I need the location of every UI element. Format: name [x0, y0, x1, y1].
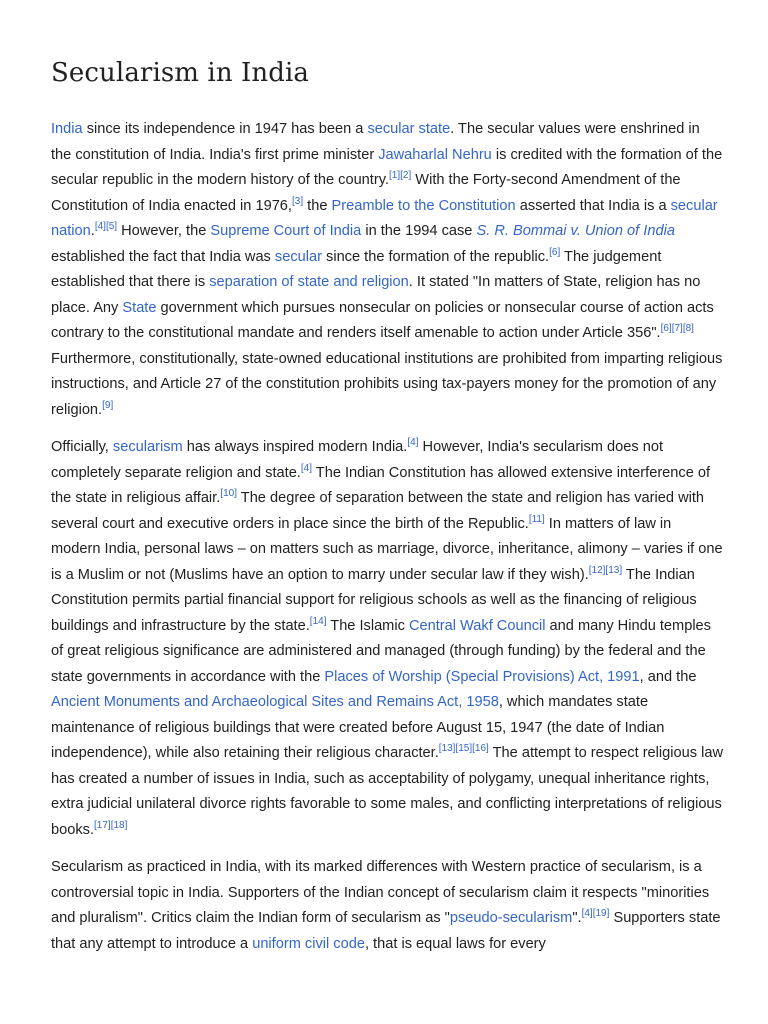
text: In matters of law in modern India, personal laws – on matters such as marriage, divorce, inheritance, alimony – varies if one is a Muslim or not (Muslims have an option to marry under secular law if they wish).: [51, 515, 723, 583]
text: since its independence in 1947 has been a: [82, 121, 368, 137]
citation: [549, 247, 560, 258]
text: The Islamic: [326, 617, 409, 634]
citation: [589, 565, 622, 576]
text: Secularism as practiced in India, with its marked differences with Western practice of secularism, is a controversial topic in India. Supporters of the Indian concept of secularism claim it respects "minorities and pluralism". Critics claim the Indian form of secularism as ": [51, 859, 710, 926]
link-bommai-case[interactable]: S. R. Bommai v. Union of India: [476, 223, 675, 239]
citation-link[interactable]: [19]: [592, 908, 610, 920]
text: The Indian Constitution has allowed extensive interference of the state in religious affair.: [51, 464, 711, 506]
citation-link[interactable]: [4]: [581, 908, 593, 920]
text: and many Hindu temples of great religious significance are administered and managed (through funding) by the federal and the state governments in accordance with the: [51, 617, 711, 685]
text: government which pursues nonsecular on policies or nonsecular course of action acts contrary to the constitutional mandate and renders itself amenable to action under Article 356".: [51, 299, 714, 341]
link-forty-second-amendment[interactable]: Forty-second Amendment of the Constitution of India: [51, 172, 681, 214]
text: established the fact that India was: [51, 248, 275, 265]
text: , which mandates state maintenance of religious buildings that were created before August 15, 1947 (the date of Indian independence), while also retaining their religious character.: [51, 694, 665, 761]
link-places-of-worship-act[interactable]: Places of Worship (Special Provisions) Act, 1991: [324, 668, 640, 685]
link-supreme-court[interactable]: Supreme Court of India: [210, 223, 362, 239]
text: However, the: [117, 223, 211, 239]
citation-link[interactable]: [13]: [605, 564, 623, 576]
text: , and the: [639, 668, 697, 685]
link-secular-nation[interactable]: secular nation: [51, 197, 718, 239]
citation-link[interactable]: [17]: [94, 819, 111, 831]
text: Supporters state that any attempt to introduce a: [51, 910, 721, 952]
citation: [582, 908, 610, 919]
link-uniform-civil-code[interactable]: uniform civil code: [252, 935, 365, 952]
text: Furthermore, constitutionally, state-owned educational institutions are prohibited from imparting religious instructions, and Article 27 of the constitution prohibits using tax-payers money for the promotion of any religion.: [51, 350, 723, 418]
text: in the 1994 case: [361, 223, 477, 239]
citation: [310, 616, 327, 627]
link-state[interactable]: State: [122, 299, 157, 316]
link-secular-state[interactable]: secular state: [367, 121, 451, 137]
link-secularism[interactable]: secularism: [112, 439, 183, 455]
text: ".: [572, 910, 582, 926]
citation-link[interactable]: [10]: [220, 488, 237, 500]
citation-link[interactable]: [4]: [407, 437, 419, 449]
citation: [407, 437, 418, 448]
article-content: [51, 0, 723, 957]
citation-link[interactable]: [6]: [549, 246, 561, 258]
text: , that is equal laws for every: [364, 935, 546, 952]
link-central-wakf-council[interactable]: Central Wakf Council: [408, 617, 546, 634]
paragraph-2: [51, 435, 723, 843]
citation: [94, 820, 127, 831]
citation-link[interactable]: [5]: [105, 221, 118, 233]
text: asserted that India is a: [515, 197, 671, 214]
citation-link[interactable]: [4]: [94, 221, 106, 233]
link-preamble[interactable]: Preamble to the Constitution: [331, 197, 516, 214]
citation-link[interactable]: [3]: [291, 195, 304, 207]
text: . The secular values were enshrined in the constitution of India. India's first prime minister: [51, 121, 700, 163]
text: The Indian Constitution permits partial financial support for religious schools as well as the financing of religious buildings and infrastructure by the state.: [51, 566, 697, 634]
text: since the formation of the republic.: [321, 248, 550, 265]
citation-link[interactable]: [11]: [528, 513, 545, 525]
text: has always inspired modern India.: [182, 439, 408, 455]
citation-link[interactable]: [18]: [110, 819, 128, 831]
citation-link[interactable]: [13]: [438, 743, 456, 755]
citation-link[interactable]: [15]: [455, 743, 473, 755]
citation-link[interactable]: [14]: [309, 615, 327, 627]
text: . It stated "In matters of State, religion has no place. Any: [51, 274, 701, 316]
link-separation[interactable]: separation of state and religion: [209, 274, 409, 290]
citation: [292, 196, 303, 207]
citation: [529, 514, 545, 525]
paragraph-1: [51, 117, 723, 423]
citation: [301, 463, 312, 474]
text: is credited with the formation of the secular republic in the modern history of the country.: [51, 146, 723, 188]
citation-link[interactable]: [8]: [682, 323, 694, 335]
text: However, India's secularism does not completely separate religion and state.: [51, 439, 663, 481]
paragraph-3: [51, 855, 723, 957]
citation: [389, 170, 411, 181]
citation-link[interactable]: [16]: [472, 743, 489, 755]
citation: [102, 400, 113, 411]
citation: [661, 323, 694, 334]
text: enacted in 1976,: [180, 197, 292, 214]
link-pseudo-secularism[interactable]: pseudo-secularism: [449, 910, 573, 926]
citation-link[interactable]: [12]: [588, 564, 606, 576]
text: .: [90, 223, 95, 239]
link-jawaharlal-nehru[interactable]: Jawaharlal Nehru: [378, 146, 492, 163]
citation-link[interactable]: [6]: [660, 323, 672, 335]
text: Officially,: [51, 439, 113, 455]
text: The judgement established that there is: [51, 248, 662, 290]
citation-link[interactable]: [1]: [389, 170, 401, 182]
link-secular[interactable]: secular: [274, 248, 322, 265]
text: the: [303, 197, 332, 214]
text: With the: [411, 172, 473, 188]
citation-link[interactable]: [7]: [671, 323, 683, 335]
text: The attempt to respect religious law has created a number of issues in India, such as acceptability of polygamy, unequal inheritance rights, extra judicial unilateral divorce rights favorable to some males, and conflicting interpretations of religious books.: [51, 745, 723, 838]
citation: [220, 488, 237, 499]
citation-link[interactable]: [4]: [300, 462, 312, 474]
citation: [95, 221, 117, 232]
link-ancient-monuments-act[interactable]: Ancient Monuments and Archaeological Sites and Remains Act, 1958: [51, 694, 499, 710]
link-india[interactable]: India: [51, 121, 83, 137]
text: The degree of separation between the state and religion has varied with several court and executive orders in place since the birth of the Republic.: [51, 490, 705, 532]
citation: [439, 743, 489, 754]
citation-link[interactable]: [9]: [102, 399, 114, 411]
citation-link[interactable]: [2]: [400, 170, 412, 182]
page-title: Secularism in India: [51, 58, 310, 88]
